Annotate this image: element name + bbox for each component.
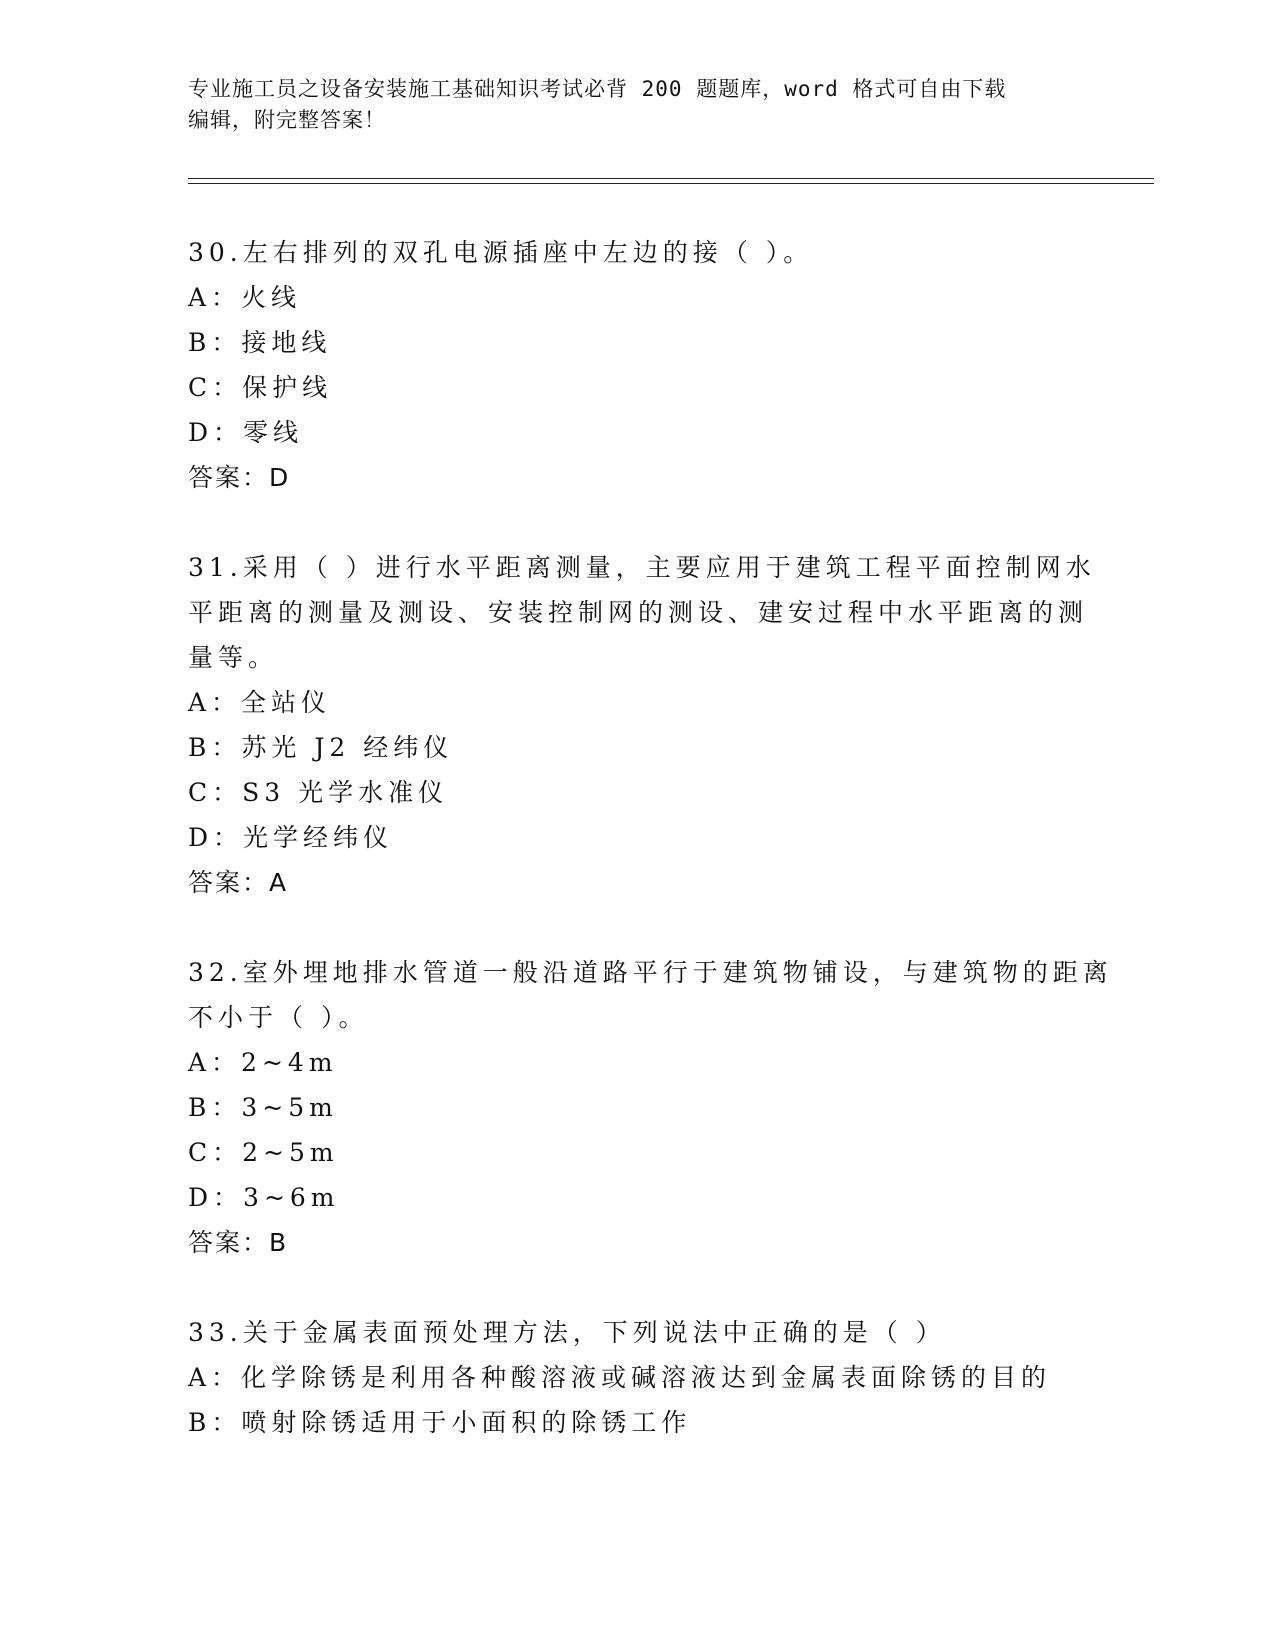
question-31-stem-line-1: 31.采用（ ）进行水平距离测量，主要应用于建筑工程平面控制网水: [188, 553, 1096, 582]
question-30-option-d: D：零线: [188, 418, 304, 447]
question-30-stem: 30.左右排列的双孔电源插座中左边的接（ ）。: [188, 238, 814, 267]
question-32-option-c: C：2~5m: [188, 1138, 339, 1167]
document-header: [188, 74, 1068, 136]
question-33-option-b: B：喷射除锈适用于小面积的除锈工作: [188, 1408, 692, 1437]
question-31-option-b: B：苏光 J2 经纬仪: [188, 733, 454, 762]
question-31-stem-line-3: 量等。: [188, 643, 279, 672]
question-32-stem-line-1: 32.室外埋地排水管道一般沿道路平行于建筑物铺设，与建筑物的距离: [188, 958, 1113, 987]
question-30-answer: 答案：D: [188, 463, 291, 492]
question-30-option-c: C：保护线: [188, 373, 333, 402]
header-divider-bottom: [188, 183, 1154, 184]
question-32-answer: 答案：B: [188, 1228, 289, 1257]
question-31-option-c: C：S3 光学水准仪: [188, 778, 449, 807]
question-32-option-d: D：3~6m: [188, 1183, 340, 1212]
question-31-stem-line-2: 平距离的测量及测设、安装控制网的测设、建安过程中水平距离的测: [188, 598, 1089, 627]
header-divider-top: [188, 178, 1154, 179]
question-30-option-b: B：接地线: [188, 328, 332, 357]
header-line-1: 专业施工员之设备安装施工基础知识考试必背 200 题题库，word 格式可自由下载: [188, 77, 1007, 101]
question-31-option-d: D：光学经纬仪: [188, 823, 394, 852]
question-30-option-a: A：火线: [188, 283, 302, 312]
question-32-stem-line-2: 不小于（ ）。: [188, 1003, 369, 1032]
question-33-stem: 33.关于金属表面预处理方法，下列说法中正确的是（ ）: [188, 1318, 946, 1347]
question-32-option-a: A：2~4m: [188, 1048, 338, 1077]
question-32-option-b: B：3~5m: [188, 1093, 338, 1122]
question-31-option-a: A：全站仪: [188, 688, 332, 717]
question-31-answer: 答案：A: [188, 868, 289, 897]
question-33-option-a: A：化学除锈是利用各种酸溶液或碱溶液达到金属表面除锈的目的: [188, 1363, 1052, 1392]
header-line-2: 编辑，附完整答案！: [188, 108, 386, 132]
